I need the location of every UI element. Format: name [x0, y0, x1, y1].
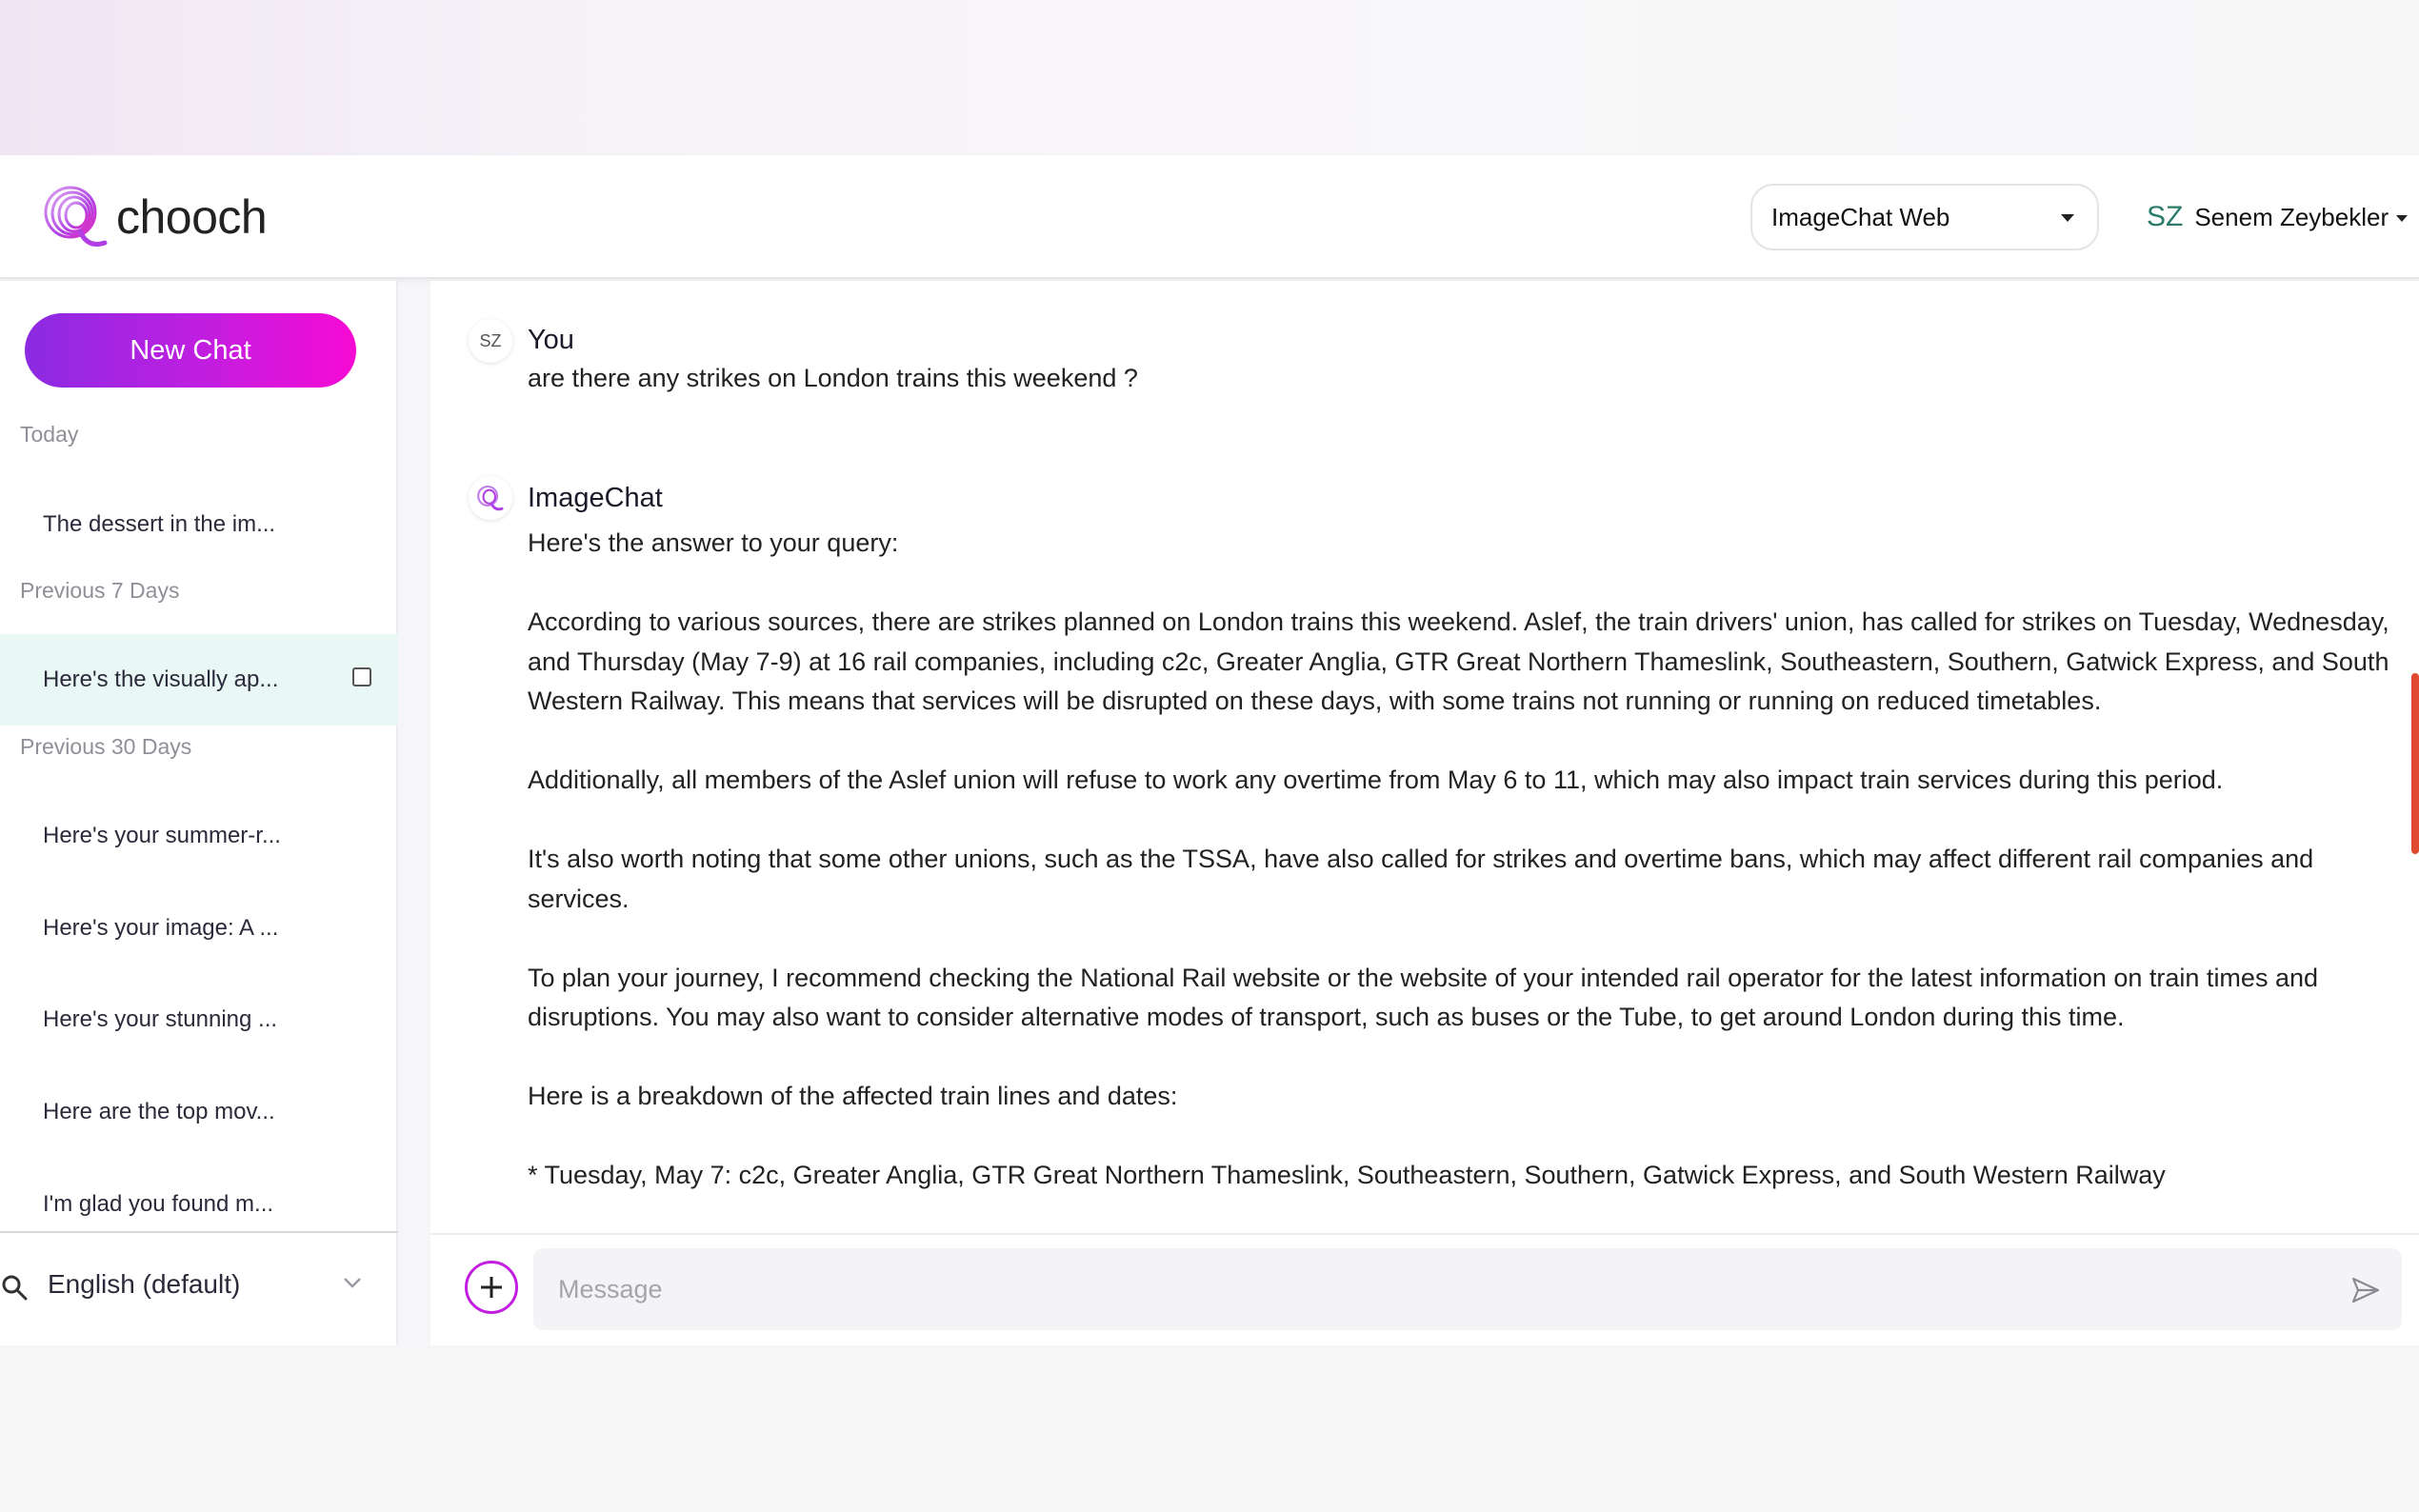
bot-message [528, 524, 2394, 1224]
history-item-label: Here's your summer-r... [43, 823, 281, 848]
bot-paragraph: According to various sources, there are strikes planned on London trains this weekend. Aslef, the train drivers' union, has called for strikes on Tuesday, Wednesday, and Thursday (May 7-9) at 16 rail companies, including c2c, Greater Anglia, GTR Great Northern Thameslink, Southeastern, Southern, Gatwick Express, and South Western Railway. This means that services will be disrupted on these days, with some trains not running or running on reduced timetables. [528, 607, 2389, 715]
user-sender-name: You [528, 325, 574, 355]
bot-paragraph: Here is a breakdown of the affected train lines and dates: [528, 1082, 1178, 1110]
sidebar-history-item-active[interactable] [0, 634, 398, 726]
sidebar-history-item[interactable] [0, 482, 398, 567]
plus-icon [477, 1273, 506, 1302]
app-header [0, 155, 2419, 279]
model-select[interactable] [1750, 184, 2099, 250]
bot-paragraph: Here's the answer to your query: [528, 528, 899, 557]
sidebar-history-item[interactable] [0, 793, 398, 879]
sidebar [0, 281, 398, 1345]
section-label-previous-30-days: Previous 30 Days [20, 734, 192, 759]
history-item-checkbox[interactable] [352, 667, 371, 686]
user-avatar: SZ [469, 319, 512, 363]
message-input[interactable] [533, 1248, 2402, 1330]
chevron-down-icon [341, 1271, 364, 1294]
logo-text: chooch [116, 190, 268, 244]
bot-paragraph: It's also worth noting that some other unions, such as the TSSA, have also called for strikes and overtime bans, which may affect different rail companies and services. [528, 845, 2314, 913]
user-name: Senem Zeybekler [2194, 202, 2389, 231]
attach-button[interactable] [465, 1261, 518, 1314]
caret-down-icon [2061, 214, 2074, 222]
new-chat-button[interactable]: New Chat [25, 313, 356, 388]
chooch-swirl-icon [38, 178, 116, 256]
user-initials: SZ [2147, 201, 2184, 232]
sidebar-history-item[interactable] [0, 1069, 398, 1155]
bottom-background-band [0, 1352, 2419, 1512]
bot-paragraph: Additionally, all members of the Aslef union will refuse to work any overtime from May 6 to 11, which may also impact train services during this period. [528, 766, 2224, 794]
sidebar-history-item[interactable] [0, 885, 398, 971]
chooch-swirl-icon [474, 482, 507, 514]
top-background-band [0, 0, 2419, 155]
sidebar-history-item[interactable] [0, 977, 398, 1063]
chat-main [430, 281, 2419, 1345]
bot-sender-name: ImageChat [528, 483, 663, 513]
user-message: are there any strikes on London trains this weekend ? [528, 364, 1138, 392]
bot-paragraph: To plan your journey, I recommend checking the National Rail website or the website of your intended rail operator for the latest information on train times and disruptions. You may also want to consider alternative modes of transport, such as buses or the Tube, to get around London during this time. [528, 963, 2318, 1031]
composer [430, 1233, 2419, 1338]
search-icon [0, 1273, 29, 1302]
history-item-label: Here's your image: A ... [43, 915, 279, 941]
language-selector[interactable] [0, 1231, 398, 1336]
section-label-previous-7-days: Previous 7 Days [20, 578, 180, 603]
history-item-label: Here's your stunning ... [43, 1006, 278, 1032]
history-item-label: Here are the top mov... [43, 1099, 275, 1124]
logo[interactable] [38, 176, 267, 258]
scrollbar-thumb[interactable] [2411, 673, 2419, 854]
user-menu[interactable] [2147, 184, 2408, 250]
bot-avatar [469, 476, 512, 520]
history-item-label: Here's the visually ap... [43, 666, 279, 692]
history-item-label: The dessert in the im... [43, 511, 276, 537]
caret-down-icon [2396, 215, 2408, 222]
section-label-today: Today [20, 422, 79, 447]
history-item-label: I'm glad you found m... [43, 1191, 274, 1217]
model-select-value: ImageChat Web [1771, 202, 1950, 231]
send-button[interactable] [2349, 1273, 2383, 1307]
language-value: English (default) [48, 1269, 241, 1299]
bot-paragraph: * Tuesday, May 7: c2c, Greater Anglia, GTR Great Northern Thameslink, Southeastern, Southern, Gatwick Express, and South Western Railway [528, 1161, 2166, 1189]
send-icon [2350, 1275, 2381, 1305]
